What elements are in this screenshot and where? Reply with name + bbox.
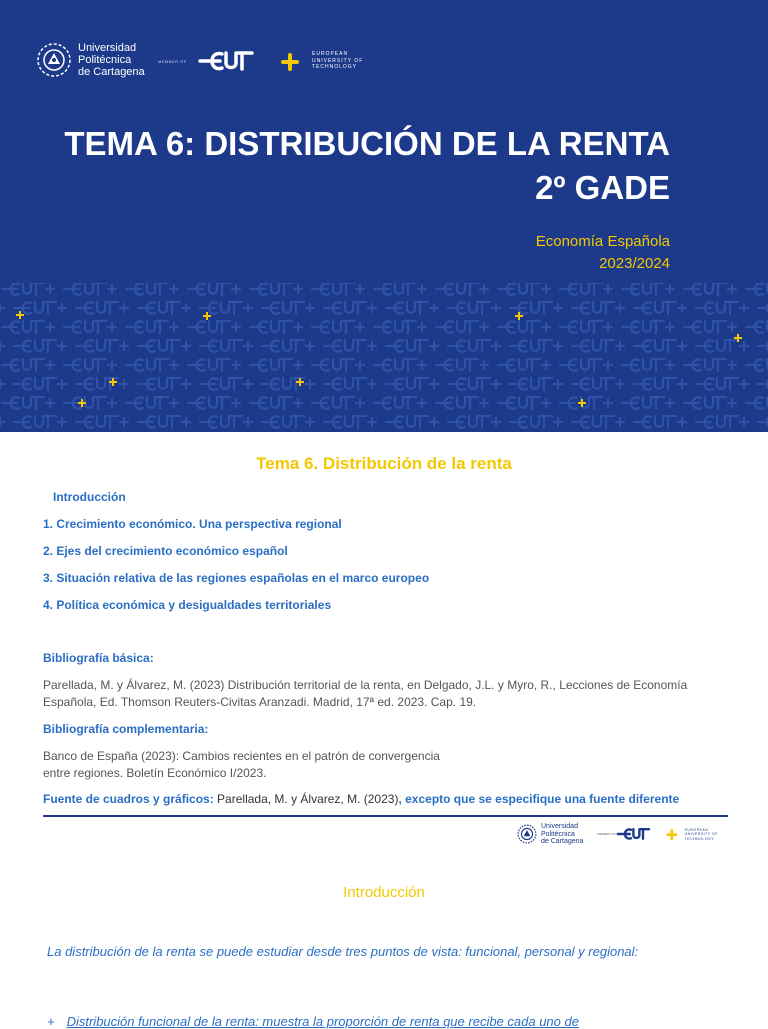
pattern-mark: [758, 416, 768, 428]
pattern-mark: [0, 302, 4, 314]
pattern-mark: [126, 359, 178, 371]
pattern-mark: [436, 397, 488, 409]
pattern-mark: [634, 302, 686, 314]
bibliography-line: Parellada, M. y Álvarez, M. (2023) Distribución territorial de la renta, en Delgado, J.L. y Myro, R., Lecciones de Economía: [43, 678, 688, 692]
bullet-text: Distribución funcional de la renta: muestra la proporción de renta que recibe cada uno de: [66, 1014, 579, 1029]
pattern-mark: [0, 378, 4, 390]
cover-subtitle: [536, 231, 670, 275]
sources-exception: , excepto que se especifique una fuente diferente: [398, 792, 680, 806]
upct-seal-icon: [36, 42, 72, 78]
bibliography-line: Banco de España (2023): Cambios recientes en el patrón de convergencia: [43, 749, 440, 763]
bibliography-line: Española, Ed. Thomson Reuters-Civitas Aranzadi. Madrid, 17ª ed. 2023. Cap. 19.: [43, 695, 477, 709]
pattern-mark: [200, 378, 252, 390]
pattern-mark: [696, 416, 748, 428]
pattern-mark: [448, 340, 500, 352]
member-of-label: MEMBER OF: [158, 59, 187, 64]
eut-description-line: EUROPEAN: [312, 51, 349, 57]
toc-item[interactable]: 4. Política económica y desigualdades territoriales: [43, 598, 332, 612]
pattern-plus-icon: [16, 311, 24, 319]
toc-item[interactable]: 2. Ejes del crecimiento económico español: [43, 544, 288, 558]
pattern-mark: [312, 283, 364, 295]
pattern-mark: [138, 378, 190, 390]
pattern-mark: [622, 397, 674, 409]
pattern-plus-icon: [296, 378, 304, 386]
pattern-mark: [188, 321, 240, 333]
pattern-mark: [126, 283, 178, 295]
cover-title-line: TEMA 6: DISTRIBUCIÓN DE LA RENTA: [64, 125, 670, 162]
pattern-mark: [250, 359, 302, 371]
pattern-mark: [2, 397, 54, 409]
pattern-mark: [324, 416, 376, 428]
pattern-mark: [262, 302, 314, 314]
contents-title: Tema 6. Distribución de la renta: [256, 454, 512, 473]
pattern-mark: [386, 302, 438, 314]
bibliography-basic-text: [43, 677, 687, 711]
pattern-mark: [386, 340, 438, 352]
pattern-mark: [14, 340, 66, 352]
pattern-mark: [324, 302, 376, 314]
pattern-mark: [250, 283, 302, 295]
pattern-mark: [746, 359, 768, 371]
eut-pattern-background: [0, 283, 768, 432]
pattern-mark: [746, 321, 768, 333]
pattern-mark: [758, 340, 768, 352]
university-name: [78, 42, 145, 78]
pattern-mark: [250, 321, 302, 333]
pattern-mark: [684, 283, 736, 295]
bibliography-line: entre regiones. Boletín Económico I/2023.: [43, 766, 267, 780]
cover-title: [64, 122, 670, 210]
bibliography-basic-heading: Bibliografía básica:: [43, 651, 154, 665]
eut-description-line: TECHNOLOGY: [312, 64, 358, 70]
pattern-mark: [498, 283, 550, 295]
toc-item[interactable]: 3. Situación relativa de las regiones españolas en el marco europeo: [43, 571, 430, 585]
table-of-contents: [43, 490, 429, 625]
pattern-mark: [188, 283, 240, 295]
pattern-mark: [14, 416, 66, 428]
pattern-mark: [572, 416, 624, 428]
pattern-mark: [758, 378, 768, 390]
academic-year: 2023/2024: [599, 255, 670, 272]
pattern-mark: [126, 397, 178, 409]
subject-name: Economía Española: [535, 233, 670, 250]
pattern-mark: [262, 378, 314, 390]
sources-reference: Parellada, M. y Álvarez, M. (2023): [213, 792, 399, 806]
pattern-mark: [622, 321, 674, 333]
cover-course: 2º GADE: [535, 169, 670, 206]
pattern-plus-icon: [578, 399, 586, 407]
pattern-mark: [324, 378, 376, 390]
pattern-mark: [200, 416, 252, 428]
pattern-mark: [138, 340, 190, 352]
pattern-mark: [696, 378, 748, 390]
pattern-mark: [622, 359, 674, 371]
footer-eut-line: UNIVERSITY OF: [684, 832, 718, 836]
pattern-mark: [436, 283, 488, 295]
pattern-mark: [312, 321, 364, 333]
bullet-marker: +: [47, 1014, 55, 1029]
intro-title: Introducción: [343, 884, 425, 901]
pattern-mark: [622, 283, 674, 295]
pattern-mark: [448, 302, 500, 314]
university-name-line: Universidad: [78, 42, 137, 54]
pattern-mark: [250, 397, 302, 409]
pattern-mark: [0, 340, 4, 352]
pattern-mark: [572, 340, 624, 352]
sources-note: [43, 792, 679, 806]
pattern-mark: [76, 302, 128, 314]
pattern-mark: [572, 378, 624, 390]
intro-bullet: [47, 1014, 715, 1029]
pattern-mark: [684, 359, 736, 371]
bibliography-complementary-heading: Bibliografía complementaria:: [43, 722, 209, 736]
upct-seal-icon: [517, 824, 537, 844]
toc-item[interactable]: 1. Crecimiento económico. Una perspectiva regional: [43, 517, 342, 531]
pattern-mark: [758, 302, 768, 314]
pattern-mark: [324, 340, 376, 352]
pattern-mark: [2, 359, 54, 371]
cover-slide: [0, 0, 768, 432]
pattern-mark: [0, 416, 4, 428]
pattern-mark: [64, 283, 116, 295]
divider: [43, 815, 728, 817]
pattern-mark: [510, 302, 562, 314]
footer-university-line: Universidad: [541, 823, 578, 830]
pattern-mark: [188, 397, 240, 409]
intro-paragraph: La distribución de la renta se puede estudiar desde tres puntos de vista: funcional, personal y regional:: [47, 944, 639, 959]
pattern-mark: [498, 397, 550, 409]
university-name-line: de Cartagena: [78, 66, 145, 78]
pattern-mark: [510, 378, 562, 390]
pattern-mark: [76, 416, 128, 428]
pattern-mark: [684, 321, 736, 333]
pattern-mark: [262, 416, 314, 428]
eut-description-line: UNIVERSITY OF: [312, 57, 364, 64]
pattern-mark: [200, 340, 252, 352]
pattern-mark: [498, 321, 550, 333]
pattern-mark: [448, 416, 500, 428]
footer-member-of: MEMBER OF: [597, 832, 616, 837]
sources-label: Fuente de cuadros y gráficos:: [43, 792, 214, 806]
pattern-mark: [684, 397, 736, 409]
pattern-mark: [560, 359, 612, 371]
pattern-mark: [64, 321, 116, 333]
pattern-mark: [634, 378, 686, 390]
pattern-mark: [374, 359, 426, 371]
pattern-mark: [14, 378, 66, 390]
footer-logo: [517, 823, 718, 846]
upct-logo: [36, 42, 145, 78]
pattern-mark: [76, 340, 128, 352]
pattern-mark: [64, 359, 116, 371]
pattern-mark: [126, 321, 178, 333]
pattern-mark: [436, 359, 488, 371]
pattern-mark: [188, 359, 240, 371]
footer-eut-logo-icon: [616, 825, 682, 843]
footer-university-line: Politécnica: [541, 830, 575, 838]
pattern-mark: [510, 416, 562, 428]
pattern-mark: [138, 302, 190, 314]
pattern-mark: [374, 283, 426, 295]
eut-description: [312, 51, 363, 71]
footer-eut-line: EUROPEAN: [684, 827, 709, 832]
pattern-mark: [2, 321, 54, 333]
pattern-mark: [696, 302, 748, 314]
pattern-mark: [64, 397, 116, 409]
pattern-mark: [746, 283, 768, 295]
pattern-mark: [312, 397, 364, 409]
pattern-mark: [262, 340, 314, 352]
pattern-mark: [138, 416, 190, 428]
footer-eut-description: [685, 828, 718, 842]
footer-university-name: [541, 823, 583, 846]
pattern-mark: [510, 340, 562, 352]
pattern-mark: [386, 378, 438, 390]
pattern-mark: [374, 321, 426, 333]
footer-eut-line: TECHNOLOGY: [684, 836, 715, 841]
pattern-mark: [386, 416, 438, 428]
pattern-mark: [498, 359, 550, 371]
pattern-mark: [560, 283, 612, 295]
pattern-mark: [374, 397, 426, 409]
pattern-mark: [448, 378, 500, 390]
pattern-mark: [634, 340, 686, 352]
pattern-mark: [436, 321, 488, 333]
pattern-mark: [312, 359, 364, 371]
pattern-mark: [572, 302, 624, 314]
toc-item[interactable]: Introducción: [53, 490, 126, 504]
university-name-line: Politécnica: [78, 54, 132, 66]
eut-logo-icon: [198, 46, 306, 76]
pattern-mark: [14, 302, 66, 314]
pattern-mark: [76, 378, 128, 390]
bibliography-complementary-text: [43, 748, 440, 782]
pattern-mark: [634, 416, 686, 428]
pattern-mark: [560, 321, 612, 333]
pattern-mark: [746, 397, 768, 409]
footer-university-line: de Cartagena: [541, 838, 584, 845]
pattern-mark: [696, 340, 748, 352]
pattern-mark: [2, 283, 54, 295]
